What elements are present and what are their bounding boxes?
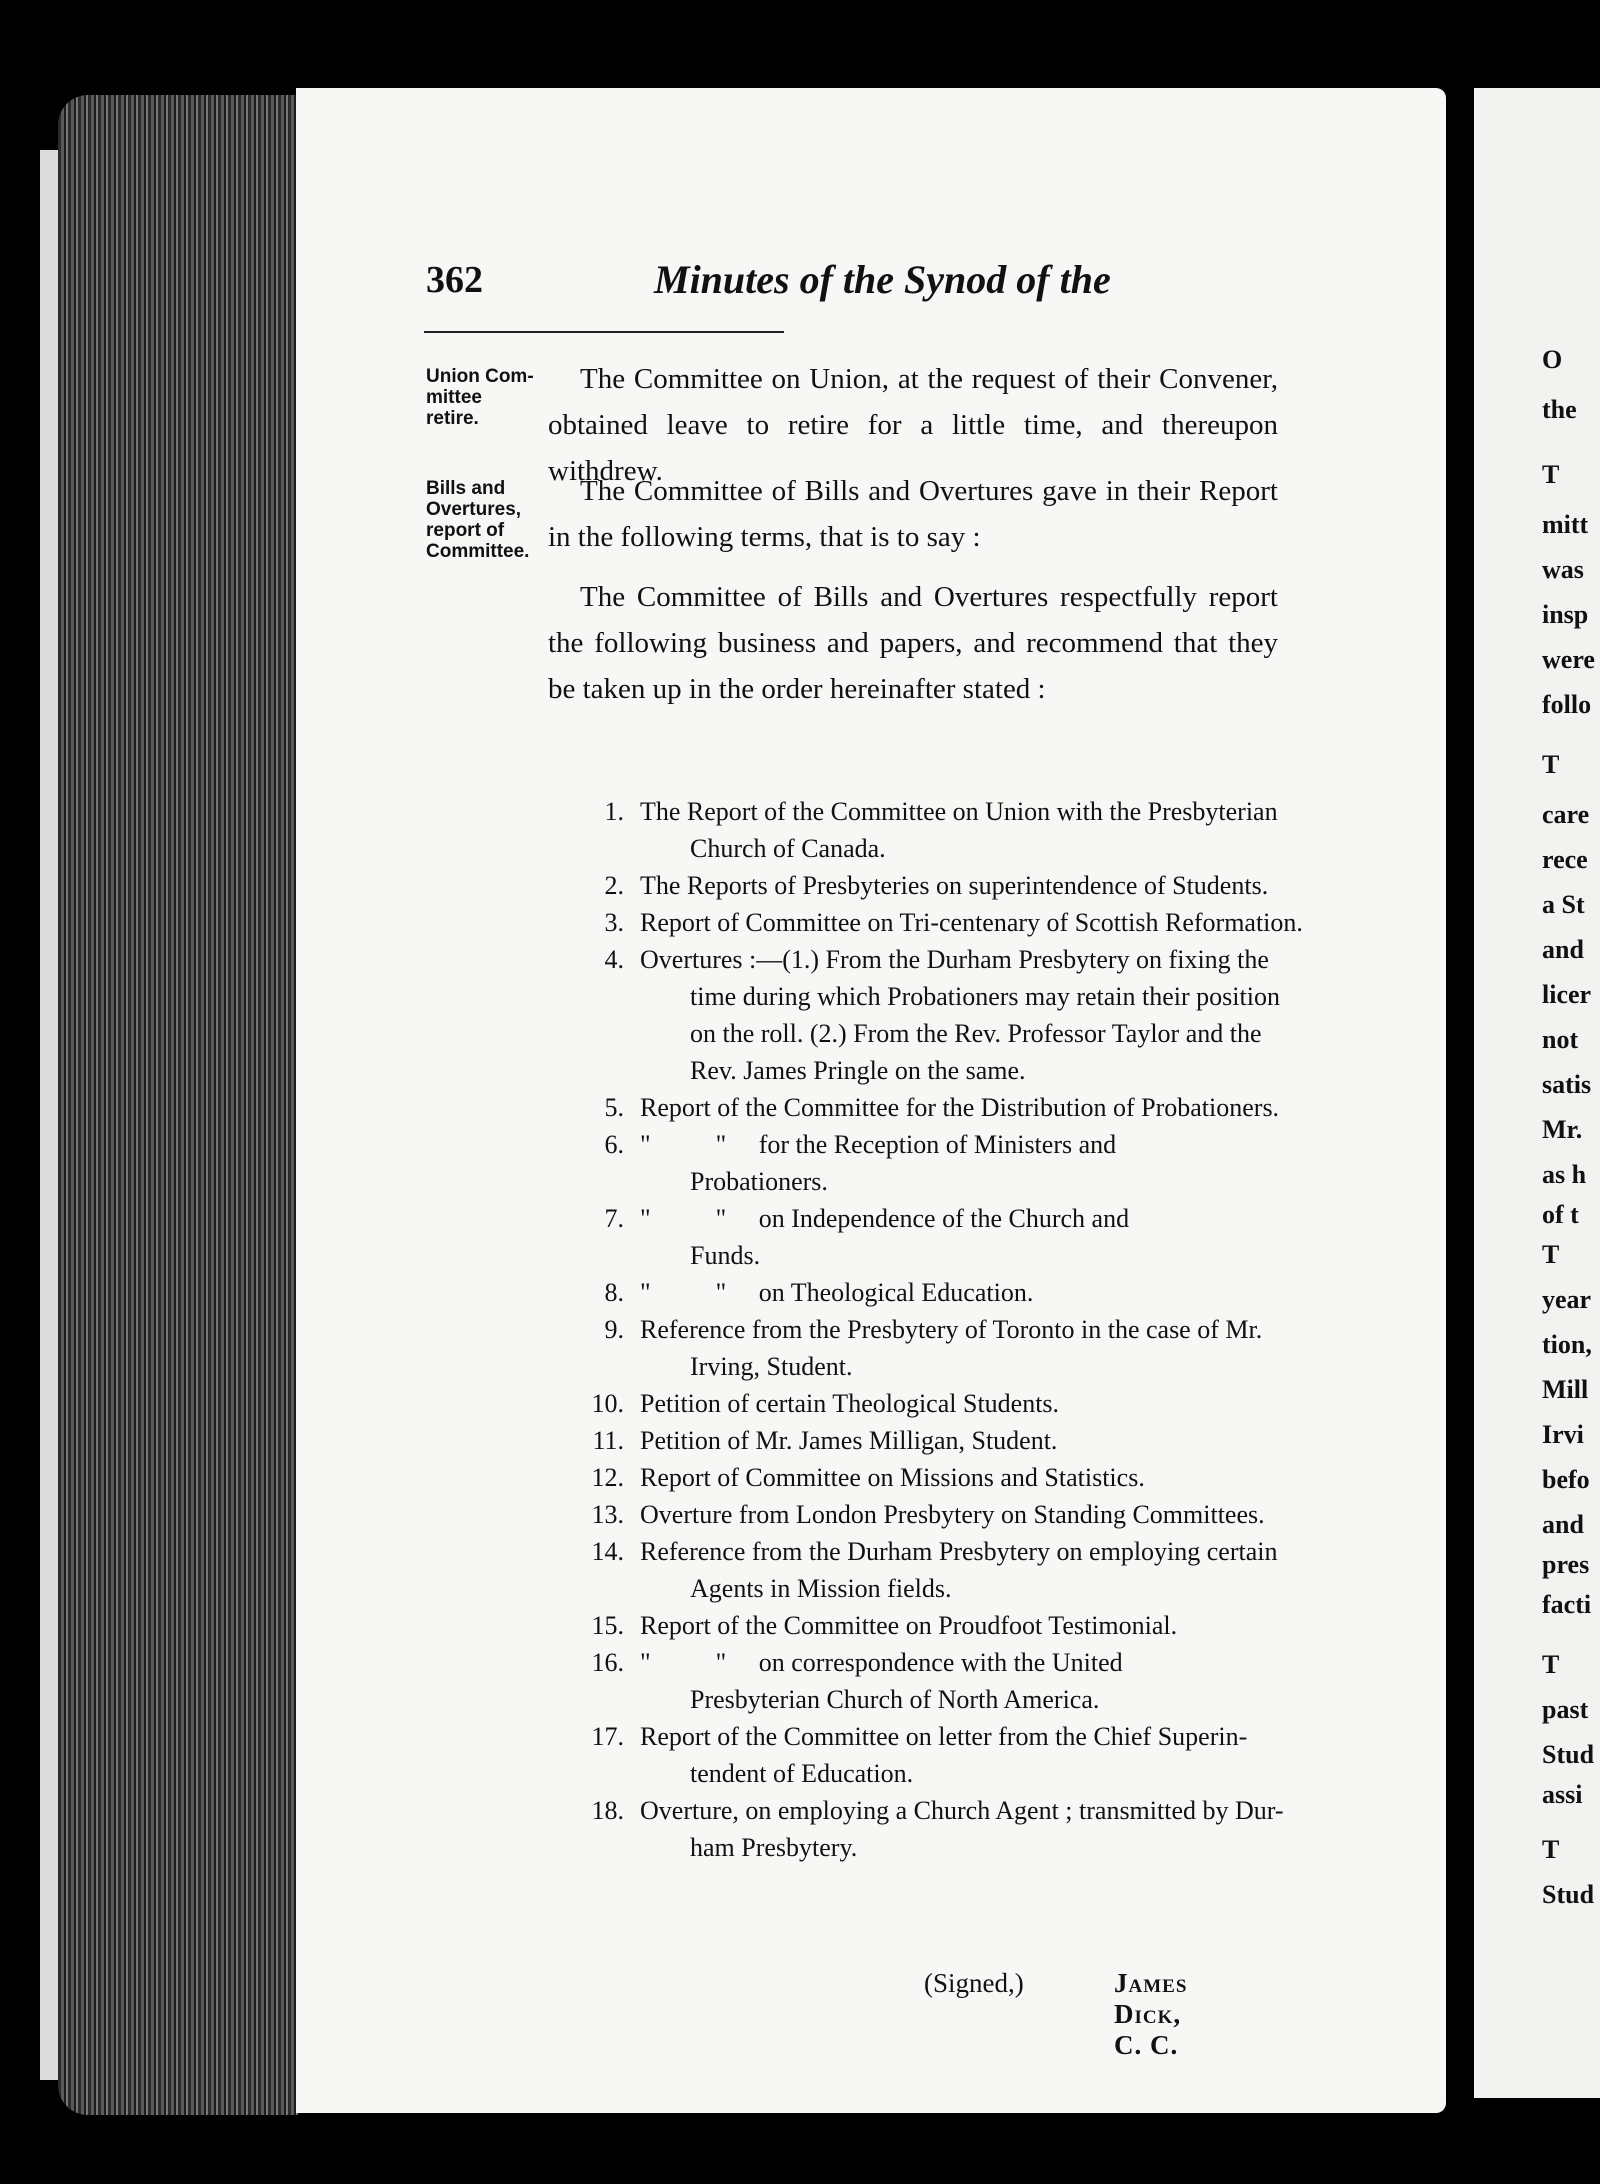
facing-page-fragment: facti <box>1542 1590 1592 1619</box>
paragraph-report <box>548 574 1278 712</box>
list-item-text: " " on Theological Education. <box>640 1278 1034 1307</box>
list-item-text: The Report of the Committee on Union with the Presbyterian <box>640 797 1278 826</box>
list-item-continuation: Probationers. <box>690 1167 828 1196</box>
list-item <box>578 793 1288 867</box>
facing-page-fragment: Stud <box>1542 1880 1595 1909</box>
list-item-text: " " on correspondence with the United <box>640 1648 1123 1677</box>
facing-page-fragment: the <box>1542 395 1577 424</box>
list-item-text: Overtures :—(1.) From the Durham Presbytery on fixing the <box>640 945 1269 974</box>
facing-page-fragment: pres <box>1542 1550 1590 1579</box>
list-item-text: Petition of Mr. James Milligan, Student. <box>640 1426 1058 1455</box>
list-item-continuation: Church of Canada. <box>690 834 886 863</box>
list-item <box>578 941 1288 1089</box>
list-item-number: 15. <box>591 1611 624 1640</box>
business-list <box>578 793 1303 1866</box>
list-item-continuation: ham Presbytery. <box>690 1833 858 1862</box>
list-item <box>578 1644 1288 1718</box>
list-item <box>578 1718 1288 1792</box>
list-item-continuation: Funds. <box>690 1241 761 1270</box>
facing-page-fragment: assi <box>1542 1780 1583 1809</box>
list-item <box>578 1533 1288 1607</box>
facing-page-fragment: past <box>1542 1695 1589 1724</box>
facing-page-fragment: as h <box>1542 1160 1587 1189</box>
book-page <box>296 88 1446 2113</box>
list-item-number: 14. <box>591 1537 624 1566</box>
header-rule <box>424 331 784 333</box>
paragraph-union-text: The Committee on Union, at the request of their Convener, obtained leave to retire for a little time, and thereupon withdrew. <box>548 363 1278 487</box>
page-number: 362 <box>426 259 483 301</box>
list-item-text: Overture, on employing a Church Agent ; transmitted by Dur- <box>640 1796 1284 1825</box>
list-item-number: 4. <box>604 945 624 974</box>
list-item-text: Report of Committee on Missions and Statistics. <box>640 1463 1145 1492</box>
facing-page-fragment: follo <box>1542 690 1592 719</box>
facing-page-fragment: and <box>1542 935 1584 964</box>
facing-page-fragment: Stud <box>1542 1740 1595 1769</box>
facing-page-fragment: year <box>1542 1285 1592 1314</box>
facing-page-fragment: T <box>1542 750 1560 779</box>
list-item <box>578 1200 1288 1274</box>
facing-page-fragment: care <box>1542 800 1590 829</box>
facing-page-fragment: befo <box>1542 1465 1590 1494</box>
list-item-number: 18. <box>591 1796 624 1825</box>
margin-note-bills <box>426 478 529 562</box>
paragraph-report-text: The Committee of Bills and Overtures respectfully report the following business and papers, and recommend that they be taken up in the order hereinafter stated : <box>548 581 1278 705</box>
list-item-text: " " for the Reception of Ministers and <box>640 1130 1117 1159</box>
facing-page-fragment: were <box>1542 645 1595 674</box>
list-item <box>578 1422 1288 1459</box>
list-item-number: 8. <box>604 1278 624 1307</box>
facing-page-fragment: T <box>1542 1650 1560 1679</box>
signatory-name: James Dick, C. C. <box>1114 1968 1188 2060</box>
facing-page-fragment: T <box>1542 1240 1560 1269</box>
facing-page-fragment: O <box>1542 345 1563 374</box>
list-item <box>578 1607 1288 1644</box>
facing-page-fragment: licer <box>1542 980 1592 1009</box>
list-item <box>578 867 1288 904</box>
list-item-continuation: tendent of Education. <box>690 1759 914 1788</box>
margin-note-union <box>426 366 534 429</box>
list-item-text: Report of Committee on Tri-centenary of Scottish Reformation. <box>640 908 1303 937</box>
facing-page-fragment: was <box>1542 555 1584 584</box>
list-item-text: Petition of certain Theological Students. <box>640 1389 1060 1418</box>
facing-page-fragment: satis <box>1542 1070 1592 1099</box>
list-item-number: 3. <box>604 908 624 937</box>
list-item-number: 16. <box>591 1648 624 1677</box>
facing-page-fragment: of t <box>1542 1200 1579 1229</box>
list-item-number: 10. <box>591 1389 624 1418</box>
list-item-number: 5. <box>604 1093 624 1122</box>
list-item-number: 13. <box>591 1500 624 1529</box>
list-item-text: Report of the Committee on Proudfoot Testimonial. <box>640 1611 1178 1640</box>
facing-page-fragment: Mill <box>1542 1375 1589 1404</box>
facing-page-fragment: rece <box>1542 845 1588 874</box>
facing-page-fragment: Mr. <box>1542 1115 1583 1144</box>
list-item-number: 12. <box>591 1463 624 1492</box>
list-item-number: 6. <box>604 1130 624 1159</box>
list-item <box>578 1274 1288 1311</box>
facing-page-fragment: T <box>1542 460 1560 489</box>
list-item-text: Reference from the Presbytery of Toronto in the case of Mr. <box>640 1315 1263 1344</box>
signature-block <box>924 1968 1188 2060</box>
book-page-edges <box>58 95 298 2115</box>
facing-page-fragment: and <box>1542 1510 1584 1539</box>
list-item-continuation: Irving, Student. <box>690 1352 853 1381</box>
facing-page-fragment: not <box>1542 1025 1579 1054</box>
list-item <box>578 1459 1288 1496</box>
list-item-text: Report of the Committee for the Distribution of Probationers. <box>640 1093 1280 1122</box>
list-item-text: Reference from the Durham Presbytery on employing certain <box>640 1537 1278 1566</box>
list-item <box>578 1496 1288 1533</box>
list-item-number: 7. <box>604 1204 624 1233</box>
list-item-number: 9. <box>604 1315 624 1344</box>
facing-page-fragment: a St <box>1542 890 1585 919</box>
list-item <box>578 1311 1288 1385</box>
facing-page-fragment: tion, <box>1542 1330 1592 1359</box>
list-item-text: The Reports of Presbyteries on superintendence of Students. <box>640 871 1269 900</box>
list-item-text: " " on Independence of the Church and <box>640 1204 1130 1233</box>
list-item <box>578 1126 1288 1200</box>
list-item <box>578 904 1303 941</box>
signed-label: (Signed,) <box>924 1968 1024 1998</box>
list-item-text: Report of the Committee on letter from the Chief Superin- <box>640 1722 1248 1751</box>
list-item <box>578 1385 1288 1422</box>
margin-note-union-text: Union Com- mittee retire. <box>426 366 534 429</box>
facing-page-fragment: mitt <box>1542 510 1589 539</box>
facing-page-fragment: Irvi <box>1542 1420 1584 1449</box>
paragraph-bills <box>548 468 1278 560</box>
list-item-text: Overture from London Presbytery on Standing Committees. <box>640 1500 1265 1529</box>
list-item-number: 1. <box>604 797 624 826</box>
paragraph-bills-text: The Committee of Bills and Overtures gave in their Report in the following terms, that is to say : <box>548 475 1278 553</box>
facing-page-fragment: insp <box>1542 600 1589 629</box>
margin-note-bills-text: Bills and Overtures, report of Committee. <box>426 478 530 562</box>
list-item-continuation: Presbyterian Church of North America. <box>690 1685 1100 1714</box>
list-item-continuation: Agents in Mission fields. <box>690 1574 952 1603</box>
list-item <box>578 1792 1288 1866</box>
list-item-number: 11. <box>592 1426 624 1455</box>
list-item-number: 17. <box>591 1722 624 1751</box>
facing-page-fragment: T <box>1542 1835 1560 1864</box>
list-item-continuation: time during which Probationers may retain their position on the roll. (2.) From the Rev. Professor Taylor and the Rev. James Pringle on the same. <box>690 982 1280 1085</box>
running-title: Minutes of the Synod of the <box>654 257 1111 302</box>
list-item <box>578 1089 1288 1126</box>
list-item-number: 2. <box>604 871 624 900</box>
